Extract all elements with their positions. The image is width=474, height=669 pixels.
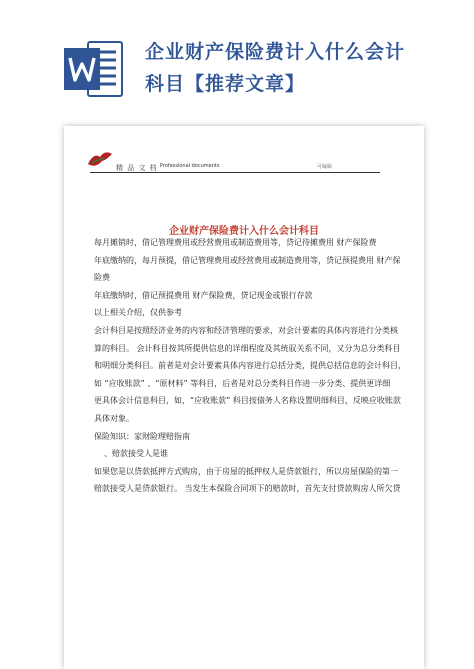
body-line: 如 “应收账款” 、“原材料” 等科目，后者是对总分类科目作进一步分类、提供更详细 <box>94 378 391 388</box>
letterhead-subtitle: Professional documents <box>160 163 220 169</box>
body-line: 险费 <box>94 273 110 283</box>
letterhead-brand-text: 精 品 文 档 <box>116 164 158 172</box>
page-letterhead <box>64 126 424 181</box>
body-line: 以上相关介绍，仅供参考 <box>94 308 182 318</box>
body-line: 每月摊销时，借记管理费用或经营费用或制造费用等，贷记待摊费用 财产保险费 <box>94 238 377 247</box>
body-line: 、赔款接受人是谁 <box>104 449 168 459</box>
body-line: 保险知识：家财险理赔指南 <box>94 431 190 441</box>
body-line: 算的科目。 会计科目按其所提供信息的详细程度及其统驭关系不同，又分为总分类科目 <box>94 343 401 353</box>
brand-logo-icon <box>86 148 114 170</box>
document-title-line-2: 科目【推荐文章】 <box>145 73 306 95</box>
letterhead-divider <box>90 172 380 173</box>
body-line: 年底缴纳时，借记预提费用 财产保险费，贷记现金或银行存款 <box>94 290 313 300</box>
letterhead-right-label: 可编辑 <box>317 164 333 170</box>
page-header <box>0 0 474 120</box>
body-line: 和明细分类科目。前者是对会计要素具体内容进行总括分类，提供总括信息的会计科目， <box>94 361 406 371</box>
document-title-line-1: 企业财产保险费计入什么会计 <box>145 41 406 63</box>
document-title <box>145 36 465 100</box>
body-line: 年底缴纳的，每月预提，借记管理费用或经营费用或制造费用等，贷记预提费用 财产保 <box>94 255 401 265</box>
article-heading: 企业财产保险费计入什么会计科目 <box>169 226 319 237</box>
body-line: 会计科目是按照经济业务的内容和经济管理的要求，对会计要素的具体内容进行分类核 <box>94 325 398 335</box>
body-line: 如果您是以贷款抵押方式购房，由于房屋的抵押权人是贷款银行，所以房屋保险的第一 <box>94 466 398 476</box>
word-document-icon <box>62 38 126 100</box>
body-line: 赔款接受人是贷款银行。 当发生本保险合同项下的赔款时，首先支付贷款购房人所欠贷 <box>94 484 401 494</box>
article-body <box>94 234 406 498</box>
document-page <box>64 126 424 669</box>
body-line: 具体对象。 <box>94 413 134 423</box>
body-line: 更具体会计信息科目，如，“应收账款” 科目按债务人名称设置明细科目，反映应收账款 <box>94 396 401 406</box>
